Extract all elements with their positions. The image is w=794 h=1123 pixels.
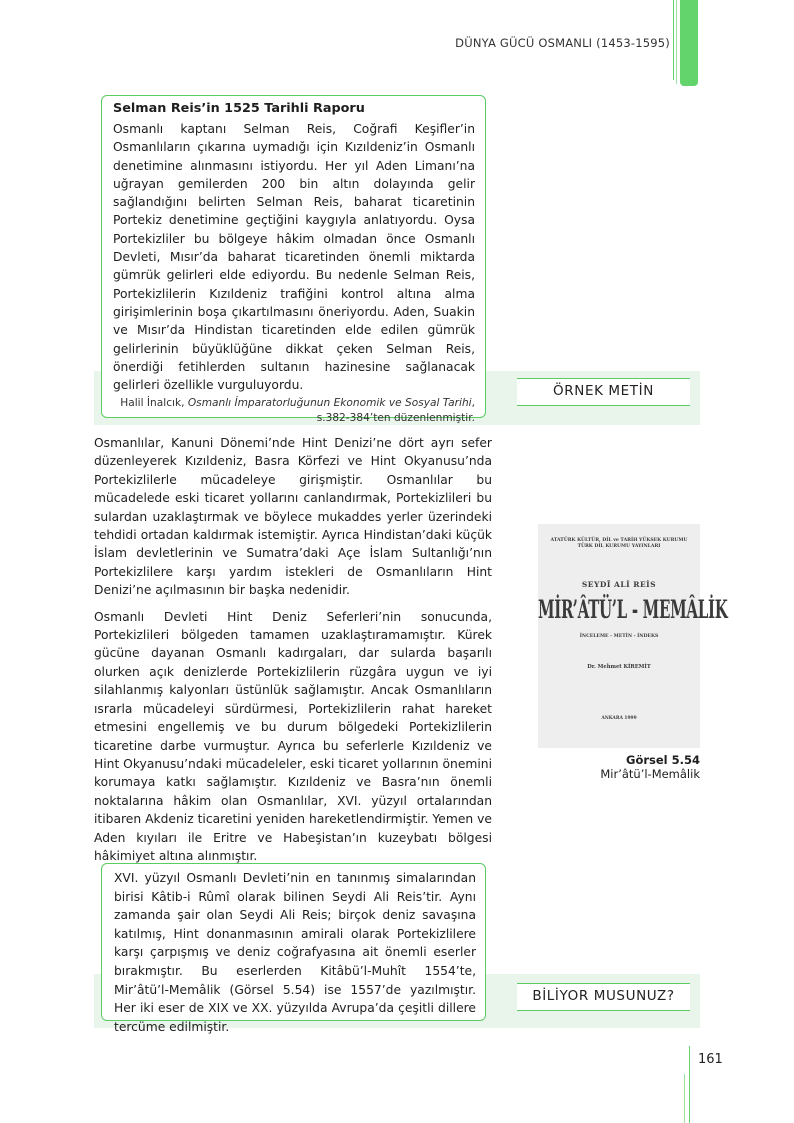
figure-caption-title: Görsel 5.54: [626, 753, 700, 767]
sample-text-source: [113, 396, 475, 426]
cover-author: SEYDÎ ALİ REİS: [581, 580, 657, 589]
sample-text-body: Osmanlı kaptanı Selman Reis, Coğrafi Keşifler’in Osmanlıların çıkarına uymadığı için Kızıldeniz’in Osmanlı denetimine alınmasını istiyordu. Her yıl Aden Limanı’na uğrayan gemilerden 200 bin altın dolayında gelir sağlandığını belirten Selman Reis, baharat ticaretinin Portekiz denetimine geçtiğini kaygıyla anlatıyordu. Oysa Portekizliler bu bölgeye hâkim olmadan önce Osmanlı Devleti, Mısır’da baharat ticaretinden önemli miktarda gümrük gelirleri elde ediyordu. Bu nedenle Selman Reis, Portekizlilerin Kızıldeniz trafiğini kontrol altına alma girişimlerinin boşa çıkartılmasını öneriyordu. Aden, Suakin ve Mısır’da Hindistan ticaretinden elde edilen gümrük gelirlerinin büyüklüğüne dikkat çeken Selman Reis, önerdiği fetihlerden sultanın hazinesine sağlanacak gelirleri özellikle vurguluyordu.: [113, 122, 475, 393]
book-cover-image: [538, 524, 728, 748]
cover-subtitle: İNCELEME - METİN - İNDEKS: [579, 634, 659, 639]
header-accent-line: [676, 0, 677, 84]
header-accent-line: [673, 0, 674, 80]
sample-text-box: [101, 95, 486, 425]
source-work: Osmanlı İmparatorluğunun Ekonomik ve Sosyal Tarihi: [187, 397, 472, 410]
figure-caption-text: Mir’âtü’l-Memâlik: [600, 767, 700, 781]
footer-accent-line: [689, 1046, 690, 1123]
source-author: Halil İnalcık,: [120, 397, 188, 410]
running-title: DÜNYA GÜCÜ OSMANLI (1453-1595): [455, 36, 670, 50]
cover-editor: Dr. Mehmet KİREMİT: [587, 664, 651, 670]
chapter-tab: [680, 0, 698, 86]
sample-text-title: Selman Reis’in 1525 Tarihli Raporu: [113, 101, 365, 116]
did-you-know-label: BİLİYOR MUSUNUZ?: [517, 983, 690, 1011]
main-paragraph-2: Osmanlı Devleti Hint Deniz Seferleri’nin sonucunda, Portekizlileri bölgeden tamamen uzaklaştıramamıştır. Kürek gücüne dayanan Osmanlı kadırgaları, dar sularda başarılı olurken açık denizlerde Portekizlilerin rüzgâra uygun ve iyi silahlanmış kalyonları üstünlük sağlamıştır. Ancak Osmanlıların ısrarla mücadeleyi sürdürmesi, Portekizlilerin rahat hareket etmesini engellemiş ve bu durum bölgedeki Portekizlilerin ticaretine darbe vurmuştur. Ayrıca bu seferlerle Kızıldeniz ve Hint Okyanusu’ndaki mücadeleler, eski ticaret yollarının önemini korumaya katkı sağlamıştır. Kızıldeniz ve Basra’nın önemli noktalarına hâkim olan Osmanlılar, XVI. yüzyıl ortalarından itibaren Akdeniz ticaretini yeniden hareketlendirmiştir. Yemen ve Aden kıyıları ile Eritre ve Habeşistan’ın kuzeybatı bölgesi hâkimiyet altına alınmıştır.: [94, 609, 492, 863]
main-text: [94, 434, 492, 873]
sample-text-label: ÖRNEK METİN: [517, 378, 690, 406]
main-paragraph-1: Osmanlılar, Kanuni Dönemi’nde Hint Denizi’ne dört ayrı sefer düzenleyerek Kızıldeniz, Basra Körfezi ve Hint Okyanusu’nda Portekizlilerle mücadeleye girişmiştir. Osmanlılar bu mücadelede eski ticaret yollarını canlandırmak, Portekizlileri bu sulardan uzaklaştırmak ve böylece mukaddes yerler üzerindeki tehdidi ortadan kaldırmak istemiştir. Ayrıca Hindistan’daki küçük İslam devletlerinin ve Sumatra’daki Açe İslam Sultanlığı’nın Portekizlilere karşı yardım istekleri de Osmanlıların Hint Denizi’ne açılmasının bir başka nedenidir.: [94, 436, 492, 598]
did-you-know-box: [101, 863, 486, 1034]
source-pages: , s.382-384’ten düzenlenmiştir.: [316, 397, 475, 425]
footer-accent-line: [684, 1074, 685, 1123]
cover-publisher: ATATÜRK KÜLTÜR, DİL ve TARİH YÜKSEK KURUMU TÜRK DİL KURUMU YAYINLARI: [550, 538, 688, 549]
cover-title: MİR’ÂTÜ’L - MEMÂLİK: [538, 594, 728, 625]
figure-caption: [540, 753, 700, 781]
page-number: 161: [698, 1052, 723, 1067]
did-you-know-body: XVI. yüzyıl Osmanlı Devleti’nin en tanınmış simalarından birisi Kâtib-i Rûmî olarak bilinen Seydi Ali Reis’tir. Aynı zamanda şair olan Seydi Ali Reis; birçok deniz savaşına katılmış, Hint donanmasının amirali olarak Portekizlilere karşı çarpışmış ve deniz coğrafyasına ait önemli eserler bırakmıştır. Bu eserlerden Kitâbü’l-Muhît 1554’te, Mir’âtü’l-Memâlik (Görsel 5.54) ise 1557’de yazılmıştır. Her iki eser de XIX ve XX. yüzyılda Avrupa’da çeşitli dillere tercüme edilmiştir.: [114, 871, 476, 1034]
cover-place: ANKARA 1999: [601, 716, 637, 721]
